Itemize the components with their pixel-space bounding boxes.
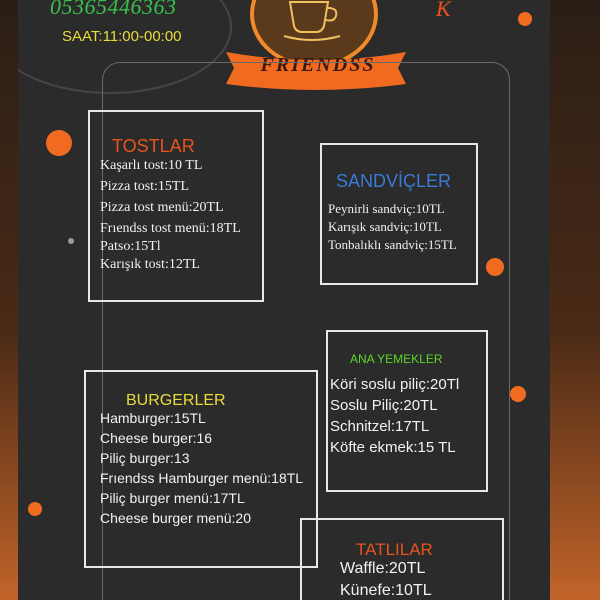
phone-number: 05365446363 — [50, 0, 177, 19]
section-tostlar — [88, 110, 264, 302]
decorative-dot — [68, 238, 74, 244]
menu-item: Karışık sandviç:10TL — [328, 219, 442, 234]
section-title: BURGERLER — [126, 392, 226, 409]
menu-item: Soslu Piliç:20TL — [330, 397, 438, 414]
menu-item: Patso:15Tl — [100, 239, 161, 254]
section-tatlilar — [300, 518, 504, 600]
section-title: SANDVİÇLER — [336, 171, 452, 191]
menu-item: Kaşarlı tost:10 TL — [100, 158, 203, 173]
section-title: ANA YEMEKLER — [350, 352, 443, 366]
menu-item: Karışık tost:12TL — [100, 257, 200, 272]
decorative-dot — [46, 130, 72, 156]
menu-item: Piliç burger:13 — [100, 450, 190, 466]
menu-item: Frıendss Hamburger menü:18TL — [100, 470, 304, 486]
decorative-dot — [510, 386, 526, 402]
corner-script-text: K — [436, 0, 451, 21]
brand-name: FRIENDSS — [260, 54, 376, 76]
section-title: TOSTLAR — [112, 136, 195, 156]
decorative-dot — [518, 12, 532, 26]
menu-item: Frıendss tost menü:18TL — [100, 221, 241, 236]
menu-item: Cheese burger:16 — [100, 430, 213, 446]
menu-item: Piliç burger menü:17TL — [100, 490, 245, 506]
menu-item: Peynirli sandviç:10TL — [328, 201, 445, 216]
section-sandvicler — [320, 143, 478, 285]
menu-item: Hamburger:15TL — [100, 410, 206, 426]
menu-item: Köri soslu piliç:20Tl — [330, 376, 460, 393]
menu-item: Pizza tost menü:20TL — [100, 200, 224, 215]
menu-item: Waffle:20TL — [340, 560, 426, 577]
menu-item: Cheese burger menü:20 — [100, 510, 251, 526]
section-ana-yemekler — [326, 330, 488, 492]
coffee-cup-icon — [282, 0, 346, 42]
decorative-dot — [28, 502, 42, 516]
menu-item: Köfte ekmek:15 TL — [330, 439, 456, 456]
opening-hours: SAAT:11:00-00:00 — [62, 28, 182, 45]
menu-board — [18, 0, 550, 600]
section-burgerler — [84, 370, 318, 568]
menu-item: Künefe:10TL — [340, 582, 432, 599]
menu-item: Pizza tost:15TL — [100, 179, 190, 194]
section-title: TATLILAR — [356, 540, 433, 559]
menu-item: Tonbalıklı sandviç:15TL — [328, 237, 457, 252]
menu-item: Schnitzel:17TL — [330, 418, 430, 435]
